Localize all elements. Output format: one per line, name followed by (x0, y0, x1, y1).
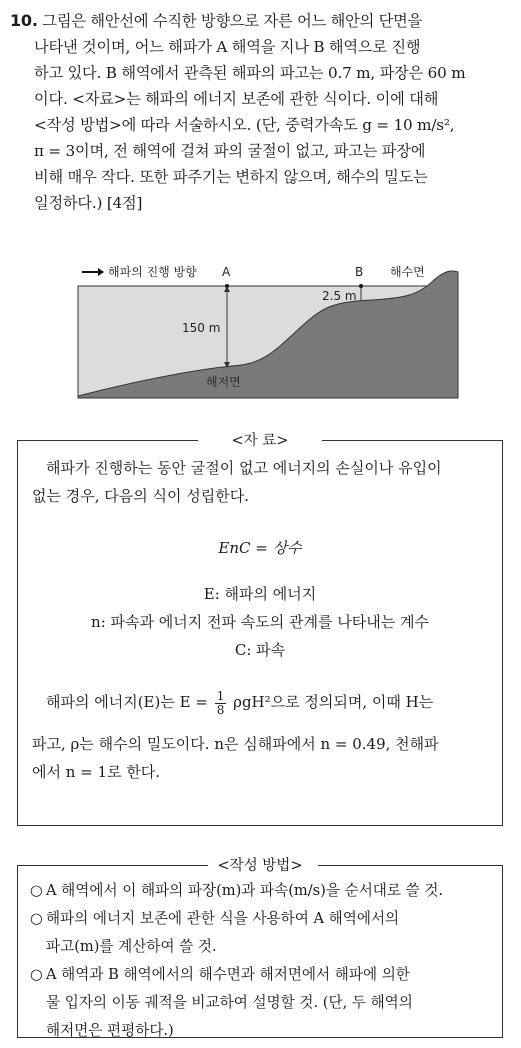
bullet-icon: ○ (30, 910, 43, 927)
definition-c: C: 파속 (234, 641, 286, 659)
bullet-icon: ○ (30, 966, 43, 983)
definition-e: E: 해파의 에너지 (203, 585, 317, 603)
method-item-2: ○ 해파의 에너지 보존에 관한 식을 사용하여 A 해역에서의 파고(m)를 계산하여 쓸 것. (30, 905, 496, 961)
arrow-head-icon (98, 268, 104, 276)
question-line-1: 10. 그림은 해안선에 수직한 방향으로 자른 어느 해안의 단면을 (10, 11, 423, 30)
fraction-numerator: 1 (216, 688, 225, 703)
method-box (17, 858, 503, 1039)
question-line-5: <작성 방법>에 따라 서술하시오. (단, 중력가속도 g = 10 m/s², (34, 116, 455, 134)
direction-label: 해파의 진행 방향 (108, 265, 197, 279)
one-eighth-fraction (215, 690, 227, 717)
question-line-8: 일정하다.) [4점] (34, 194, 143, 212)
definition-n: n: 파속과 에너지 전파 속도의 관계를 나타내는 계수 (91, 613, 429, 631)
data-line-2: 파고, ρ는 해수의 밀도이다. n은 심해파에서 n = 0.49, 천해파 (32, 735, 439, 753)
data-intro-2: 없는 경우, 다음의 식이 성립한다. (32, 487, 249, 505)
method-item-3: ○ A 해역과 B 해역에서의 해수면과 해저면에서 해파에 의한 물 입자의 이동 궤적을 비교하여 설명할 것. (단, 두 해역의 해저면은 편평하다.) (30, 961, 496, 1045)
point-b-label: B (355, 265, 364, 279)
question-text (10, 8, 516, 216)
point-a-label: A (222, 265, 231, 279)
fraction-denominator: 8 (216, 702, 225, 717)
point-b-marker (359, 284, 363, 288)
question-line-7: 비해 매우 작다. 또한 파주기는 변하지 않으며, 해수의 밀도는 (34, 168, 428, 186)
coast-cross-section-figure (72, 262, 462, 400)
depth-a-label: 150 m (182, 321, 221, 335)
energy-post-text: ρgH²으로 정의되며, 이때 H는 (233, 693, 434, 711)
question-line-4: 이다. <자료>는 해파의 에너지 보존에 관한 식이다. 이에 대해 (34, 90, 439, 108)
method-item-1: ○ A 해역에서 이 해파의 파장(m)과 파속(m/s)을 순서대로 쓸 것. (30, 877, 496, 905)
cross-section-svg (72, 262, 462, 400)
data-box-title: <자 료> (231, 433, 289, 449)
question-line-3: 하고 있다. B 해역에서 관측된 해파의 파고는 0.7 m, 파장은 60 m (34, 64, 466, 82)
data-box (17, 433, 503, 826)
seafloor-label: 해저면 (206, 375, 241, 389)
method-box-title: <작성 방법> (217, 858, 303, 874)
bullet-icon: ○ (30, 882, 43, 899)
depth-b-label: 2.5 m (322, 289, 357, 303)
question-line-2: 나타낸 것이며, 어느 해파가 A 해역을 지나 B 해역으로 진행 (34, 38, 421, 56)
energy-pre-text: 해파의 에너지(E)는 E = (46, 693, 208, 711)
sea-surface-label: 해수면 (390, 265, 425, 279)
energy-definition-line (32, 688, 506, 717)
question-number: 10. (10, 11, 38, 30)
question-line-6: π = 3이며, 전 해역에 걸쳐 파의 굴절이 없고, 파고는 파장에 (34, 142, 426, 160)
data-intro-1: 해파가 진행하는 동안 굴절이 없고 에너지의 손실이나 유입이 (46, 459, 442, 477)
equation-enc: EnC = 상수 (218, 539, 302, 557)
data-line-3: 에서 n = 1로 한다. (32, 763, 161, 781)
